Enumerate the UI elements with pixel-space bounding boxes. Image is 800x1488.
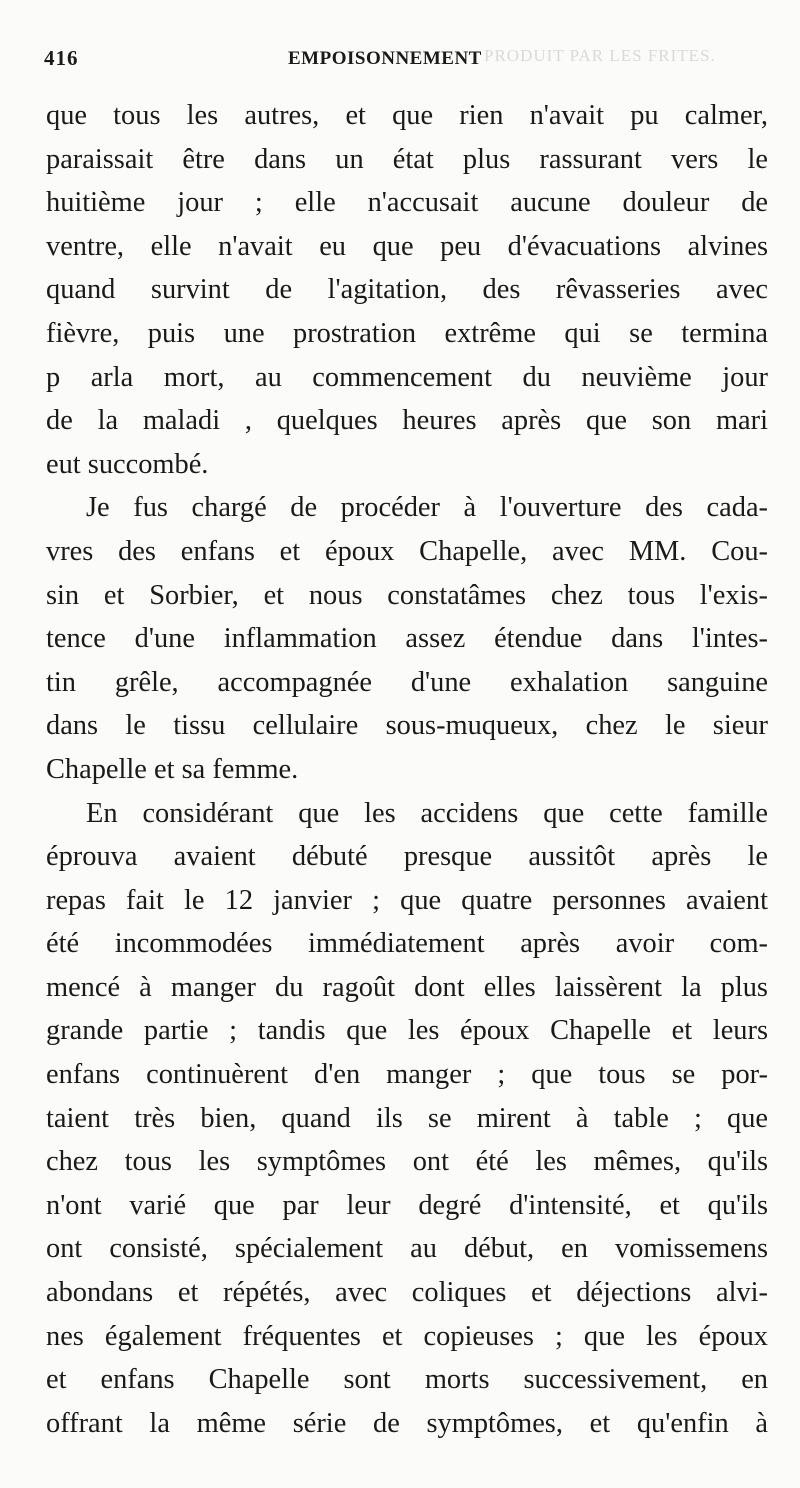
text-line: ont consisté, spécialement au début, en vomissemens (46, 1233, 768, 1265)
text-line: vres des enfans et époux Chapelle, avec MM. Cou- (46, 535, 768, 567)
text-line: éprouva avaient débuté presque aussitôt après le (46, 841, 768, 873)
text-line: Chapelle et sa femme. (46, 753, 299, 785)
text-line: chez tous les symptômes ont été les mêmes, qu'ils (46, 1146, 768, 1178)
text-line: nes également fréquentes et copieuses ; que les époux (46, 1320, 768, 1352)
text-line: ventre, elle n'avait eu que peu d'évacuations alvines (46, 230, 768, 262)
text-line: été incommodées immédiatement après avoir com- (46, 928, 768, 960)
text-line: et enfans Chapelle sont morts successivement, en (46, 1364, 768, 1396)
text-line: offrant la même série de symptômes, et qu'enfin à (46, 1407, 768, 1439)
paragraph-start-line: Je fus chargé de procéder à l'ouverture des cada- (86, 492, 768, 524)
text-line: grande partie ; tandis que les époux Chapelle et leurs (46, 1015, 768, 1047)
text-line: sin et Sorbier, et nous constatâmes chez tous l'exis- (46, 579, 768, 611)
paragraph-start-line: En considérant que les accidens que cette famille (86, 797, 768, 829)
text-line: tin grêle, accompagnée d'une exhalation sanguine (46, 666, 768, 698)
running-title: EMPOISONNEMENT (288, 48, 482, 69)
page-number: 416 (44, 46, 79, 70)
text-line: enfans continuèrent d'en manger ; que tous se por- (46, 1059, 768, 1091)
text-line: n'ont varié que par leur degré d'intensité, et qu'ils (46, 1189, 768, 1221)
text-line: dans le tissu cellulaire sous-muqueux, chez le sieur (46, 710, 768, 742)
body-text (46, 94, 768, 1445)
running-head (44, 46, 772, 76)
text-line: p arla mort, au commencement du neuvième jour (46, 361, 768, 393)
text-line: fièvre, puis une prostration extrême qui se termina (46, 317, 768, 349)
text-line: taient très bien, quand ils se mirent à table ; que (46, 1102, 768, 1134)
text-line: de la maladi , quelques heures après que son mari (46, 405, 768, 437)
text-line: eut succombé. (46, 448, 209, 480)
text-line: mencé à manger du ragoût dont elles laissèrent la plus (46, 971, 768, 1003)
text-line: quand survint de l'agitation, des rêvasseries avec (46, 274, 768, 306)
text-line: tence d'une inflammation assez étendue dans l'intes- (46, 623, 768, 655)
text-line: repas fait le 12 janvier ; que quatre personnes avaient (46, 884, 768, 916)
text-line: que tous les autres, et que rien n'avait pu calmer, (46, 100, 768, 131)
text-line: paraissait être dans un état plus rassurant vers le (46, 143, 768, 175)
text-line: huitième jour ; elle n'accusait aucune douleur de (46, 187, 768, 219)
text-line: abondans et répétés, avec coliques et déjections alvi- (46, 1277, 768, 1309)
bleed-through-text: PRODUIT PAR LES FRITES. (484, 46, 716, 65)
